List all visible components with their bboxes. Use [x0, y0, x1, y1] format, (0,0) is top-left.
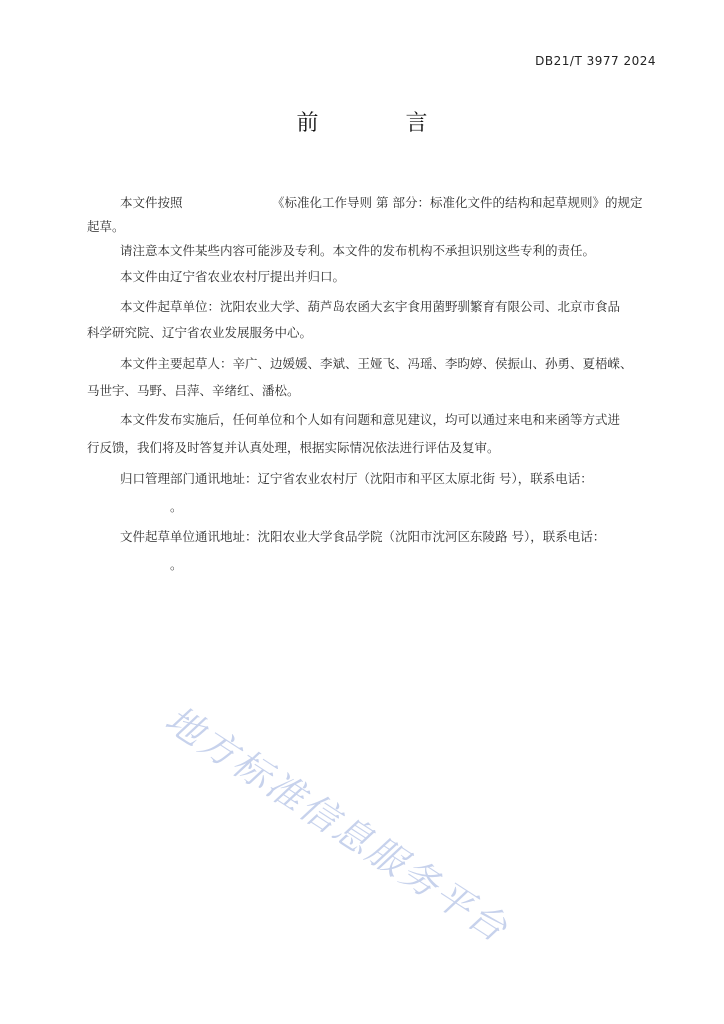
document-number: DB21/T 3977 2024 [535, 54, 656, 68]
paragraph-7-end: 。 [170, 499, 183, 514]
watermark: 地方标准信息服务平台 [157, 697, 517, 952]
paragraph-4-drafting-units-cont: 科学研究院、辽宁省农业发展服务中心。 [87, 325, 313, 340]
page-title: 前 言 [296, 111, 468, 136]
paragraph-6-feedback: 本文件发布实施后，任何单位和个人如有问题和意见建议，均可以通过来电和来函等方式进 [120, 412, 621, 427]
paragraph-3-proposer: 本文件由辽宁省农业农村厅提出并归口。 [120, 269, 346, 284]
paragraph-2-patent-notice: 请注意本文件某些内容可能涉及专利。本文件的发布机构不承担识别这些专利的责任。 [120, 243, 596, 258]
paragraph-5-drafters: 本文件主要起草人：辛广、边媛媛、李斌、王娅飞、冯瑶、李昀婷、侯振山、孙勇、夏梧嵘、 [120, 356, 633, 371]
paragraph-8-drafter-address: 文件起草单位通讯地址：沈阳农业大学食品学院（沈阳市沈河区东陵路 号），联系电话： [120, 529, 606, 544]
paragraph-6-feedback-cont: 行反馈，我们将及时答复并认真处理，根据实际情况依法进行评估及复审。 [87, 440, 500, 455]
paragraph-1-end: 起草。 [87, 219, 125, 234]
paragraph-8-end: 。 [170, 557, 183, 572]
paragraph-7-authority-address: 归口管理部门通讯地址：辽宁省农业农村厅（沈阳市和平区太原北街 号），联系电话： [120, 471, 593, 486]
paragraph-4-drafting-units: 本文件起草单位：沈阳农业大学、葫芦岛农函大玄宇食用菌野驯繁育有限公司、北京市食品 [120, 299, 621, 314]
paragraph-5-drafters-cont: 马世宇、马野、吕萍、辛绪红、潘松。 [87, 383, 300, 398]
paragraph-1-standard-ref: 《标准化工作导则 第 部分：标准化文件的结构和起草规则》的规定 [272, 195, 643, 210]
paragraph-1-start: 本文件按照 [120, 195, 183, 210]
